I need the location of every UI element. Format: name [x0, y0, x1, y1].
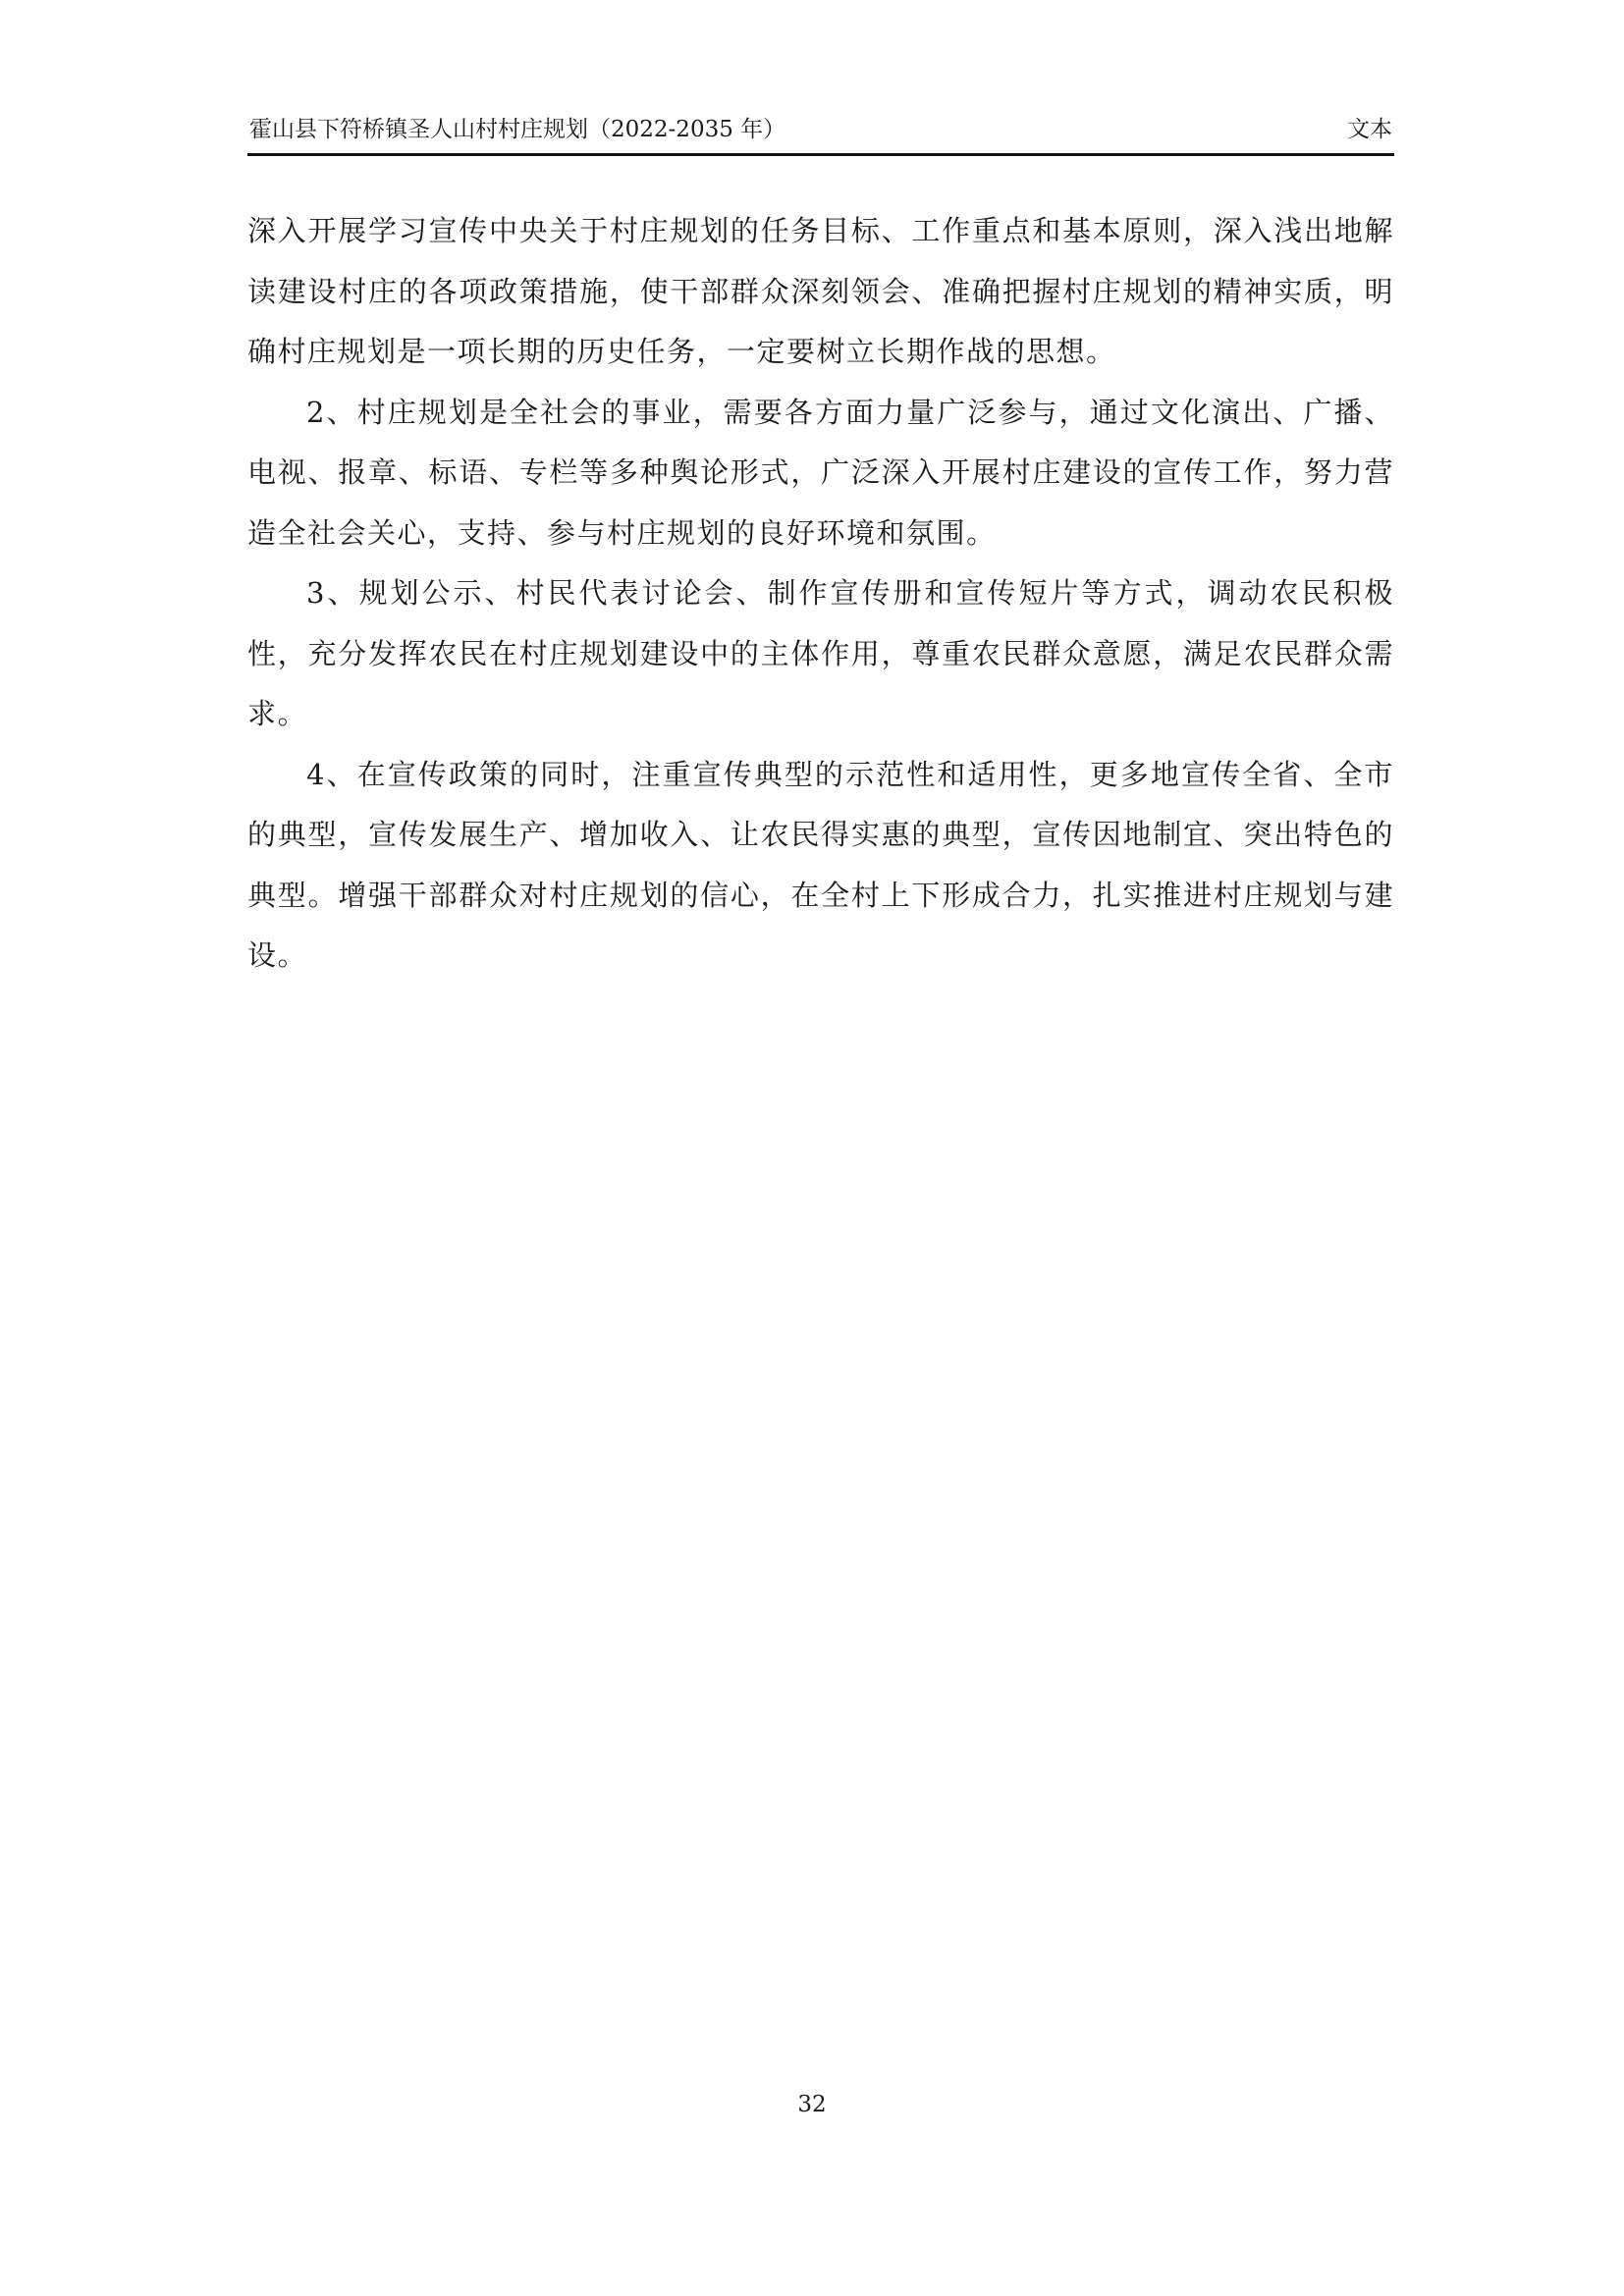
page-header [247, 114, 1394, 156]
document-body [247, 201, 1394, 987]
document-title: 霍山县下符桥镇圣人山村村庄规划（2022-2035 年） [249, 117, 786, 142]
paragraph-item-4: 4、在宣传政策的同时，注重宣传典型的示范性和适用性，更多地宣传全省、全市的典型，宣传发展生产、增加收入、让农民得实惠的典型，宣传因地制宜、突出特色的典型。增强干部群众对村庄规划的信心，在全村上下形成合力，扎实推进村庄规划与建设。 [247, 757, 1394, 972]
page-number: 32 [797, 2092, 827, 2117]
paragraph-item-3: 3、规划公示、村民代表讨论会、制作宣传册和宣传短片等方式，调动农民积极性，充分发挥农民在村庄规划建设中的主体作用，尊重农民群众意愿，满足农民群众需求。 [247, 576, 1394, 730]
paragraph-continued: 深入开展学习宣传中央关于村庄规划的任务目标、工作重点和基本原则，深入浅出地解读建设村庄的各项政策措施，使干部群众深刻领会、准确把握村庄规划的精神实质，明确村庄规划是一项长期的历史任务，一定要树立长期作战的思想。 [247, 214, 1394, 368]
paragraph-item-2: 2、村庄规划是全社会的事业，需要各方面力量广泛参与，通过文化演出、广播、电视、报章、标语、专栏等多种舆论形式，广泛深入开展村庄建设的宣传工作，努力营造全社会关心，支持、参与村庄规划的良好环境和氛围。 [247, 395, 1394, 550]
section-label: 文本 [1347, 117, 1392, 142]
